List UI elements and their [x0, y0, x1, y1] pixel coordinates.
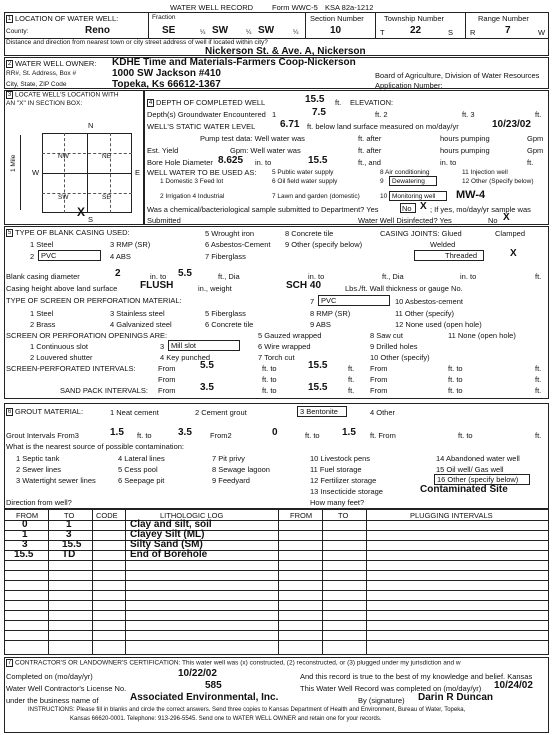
county-value: Reno [85, 25, 110, 36]
weight-value: SCH 40 [286, 280, 322, 291]
open-opt-8: 8 Saw cut [370, 331, 403, 340]
screen-opt-3: 3 Stainless steel [110, 309, 165, 318]
casing-threaded[interactable]: Threaded [414, 250, 484, 261]
use-opt-8: 8 Air conditioning [380, 169, 430, 176]
quarter-mark-2: ¼ [246, 29, 252, 36]
use-opt-10: 10 [380, 193, 388, 200]
perf-from-4: From [370, 375, 388, 384]
casing-opt-3: 3 RMP (SR) [110, 240, 151, 249]
grout-from-2: 0 [272, 427, 278, 438]
grout-ft-to-3: ft. to [458, 431, 473, 440]
open-opt-7: 7 Torch cut [258, 353, 295, 362]
casing-label: TYPE OF BLANK CASING USED: [15, 228, 130, 237]
screen-opt-8: 8 RMP (SR) [310, 309, 351, 318]
county-label: County: [6, 28, 29, 35]
section-value: 10 [330, 25, 342, 36]
perf-from-2: From [370, 364, 388, 373]
weight-lbs: Lbs./ft. Wall thickness or gauge No. [345, 284, 463, 293]
screen-opt-2: 2 Brass [30, 320, 56, 329]
casing-opt-8: 8 Concrete tile [285, 229, 334, 238]
source-12: 12 Fertilizer storage [310, 476, 377, 485]
use-label: WELL WATER TO BE USED AS: [147, 168, 257, 177]
casing-opt-1: 1 Steel [30, 240, 54, 249]
pump-label: Pump test data: Well water was [200, 134, 305, 143]
sand-ft-2: ft. [535, 386, 542, 395]
casing-opt-9: 9 Other (specify below) [285, 240, 363, 249]
screen-opt-5: 5 Fiberglass [205, 309, 246, 318]
distance-value: Nickerson St. & Ave. A, Nickerson [205, 46, 366, 57]
perf-ft-2: ft. [535, 364, 542, 373]
casing-clamped: Clamped [495, 229, 526, 238]
open-opt-9: 9 Drilled holes [370, 342, 418, 351]
north-label: N [88, 121, 94, 130]
sand-label: SAND PACK INTERVALS: [60, 386, 148, 395]
contamination-value: Contaminated Site [420, 484, 508, 495]
casing-opt-7: 7 Fiberglass [205, 252, 246, 261]
sand-from-1: From [158, 386, 176, 395]
fraction-label: Fraction [152, 14, 176, 21]
chem-label: Was a chemical/bacteriological sample submitted to Department? Yes [147, 205, 379, 214]
static-date: 10/23/02 [492, 119, 531, 130]
quadrant-ne: NE [102, 153, 112, 160]
form-title: WATER WELL RECORD [170, 3, 254, 12]
section-number-3: 3 [7, 92, 12, 98]
bore-in-to-2: in. to [440, 158, 457, 167]
fraction-2: SW [212, 25, 229, 36]
south-label: S [88, 215, 94, 224]
use-opt-11: 11 Injection well [462, 169, 508, 176]
use-opt-7: 7 Lawn and garden (domestic) [272, 193, 360, 200]
bore-in-to: in. to [255, 158, 272, 167]
casing-pvc[interactable]: PVC [38, 250, 101, 261]
feet-label: How many feet? [310, 498, 365, 507]
open-opt-3: 3 [160, 342, 165, 351]
grout-int-label: Grout Intervals From3 [6, 431, 79, 440]
source-8: 8 Sewage lagoon [212, 465, 270, 474]
application-label: Application Number: [375, 81, 443, 90]
screen-opt-10: 10 Asbestos-cement [395, 297, 463, 306]
instructions-2: Kansas 66620-0001. Telephone: 913-296-5545. Send one to WATER WELL OWNER and retain one for your records. [70, 716, 382, 722]
board-label: Board of Agriculture, Division of Water Resources [375, 71, 540, 80]
use-dewatering[interactable]: Dewatering [389, 176, 437, 186]
open-opt-4: 4 Key punched [160, 353, 211, 362]
log-header-lithology: LITHOLOGIC LOG [160, 511, 224, 520]
log-from: 0 [22, 519, 28, 530]
source-6: 6 Seepage pit [118, 476, 165, 485]
bore-diameter: 8.625 [218, 155, 244, 166]
yield-gpm: Gpm: Well water was [230, 146, 301, 155]
completed-date: 10/22/02 [178, 668, 217, 679]
screen-opt-6: 6 Concrete tile [205, 320, 254, 329]
screen-opt-4: 4 Galvanized steel [110, 320, 172, 329]
source-16-other[interactable]: 16 Other (specify below) [434, 474, 530, 485]
screen-opt-9: 9 ABS [310, 320, 331, 329]
chem-no[interactable]: No [400, 203, 416, 213]
signature-label: By (signature) [358, 696, 405, 705]
perf-ft-3: ft. [348, 375, 355, 384]
mile-label: 1 Mile [10, 154, 17, 172]
grout-opt-4: 4 Other [370, 408, 396, 417]
quarter-mark-3: ¼ [293, 29, 299, 36]
ksa-ref: KSA 82a-1212 [325, 3, 374, 12]
height-label: Casing height above land surface [6, 284, 118, 293]
gw-label-2: ft. 2 [375, 110, 388, 119]
grout-from-1: 1.5 [110, 427, 124, 438]
west-label: W [32, 168, 40, 177]
chem-tail: ; If yes, mo/day/yr sample was [430, 205, 531, 214]
grout-from2-label: From2 [210, 431, 232, 440]
completed-label: DEPTH OF COMPLETED WELL [156, 98, 266, 107]
completed-label: Completed on (mo/day/yr) [6, 672, 93, 681]
range-value: 7 [505, 25, 511, 36]
perf-to-value: 15.5 [308, 360, 328, 371]
diam-to: 5.5 [178, 268, 192, 279]
sand-ft-to-1: ft. to [262, 386, 277, 395]
screen-opt-7: 7 [310, 297, 315, 306]
log-header-code: CODE [96, 511, 118, 520]
yield-hours: hours pumping [440, 146, 490, 155]
pump-ft-after: ft. after [358, 134, 382, 143]
log-to: 1 [66, 519, 72, 530]
gw-value-1: 7.5 [312, 107, 326, 118]
quarter-mark-1: ¼ [200, 29, 206, 36]
true-text: And this record is true to the best of my knowledge and belief. Kansas [300, 672, 533, 681]
quadrant-sw: SW [58, 194, 69, 201]
township-suffix: S [448, 28, 454, 37]
use-opt-6: 6 Oil field water supply [272, 178, 338, 185]
business-value: Associated Environmental, Inc. [130, 692, 279, 703]
sand-ft-to-2: ft. to [448, 386, 463, 395]
casing-threaded-mark: X [510, 248, 517, 259]
use-opt-2-4: 2 Irrigation 4 Industrial [160, 193, 225, 200]
city-value: Topeka, Ks 66612-1367 [112, 79, 221, 90]
log-from: 3 [22, 539, 28, 550]
source-10: 10 Livestock pens [310, 454, 371, 463]
source-9: 9 Feedyard [212, 476, 250, 485]
casing-opt-4: 4 ABS [110, 252, 131, 261]
source-13: 13 Insecticide storage [310, 487, 383, 496]
diam-ft-dia-2: ft., Dia [382, 272, 404, 281]
section-number-1: 1 [7, 16, 12, 23]
casing-opt-6: 6 Asbestos-Cement [205, 240, 271, 249]
diam-in-to: in. to [150, 272, 167, 281]
address-value: 1000 SW Jackson #410 [112, 68, 221, 79]
perf-label: SCREEN-PERFORATED INTERVALS: [6, 364, 136, 373]
perf-ft-4: ft. [535, 375, 542, 384]
direction-label: Direction from well? [6, 498, 72, 507]
source-15: 15 Oil well/ Gas well [436, 465, 504, 474]
chem-no-mark: X [420, 201, 427, 212]
grout-bentonite[interactable]: 3 Bentonite [297, 406, 347, 417]
use-opt-12: 12 Other (Specify below) [462, 178, 534, 185]
log-from: 15.5 [14, 549, 34, 560]
bore-label: Bore Hole Diameter [147, 158, 213, 167]
quadrant-se: SE [102, 194, 111, 201]
source-14: 14 Abandoned water well [436, 454, 520, 463]
perf-ft-1: ft. [348, 364, 355, 373]
bore-ft-and: ft., and [358, 158, 381, 167]
grout-opt-2: 2 Cement grout [195, 408, 247, 417]
perf-from-value: 5.5 [200, 360, 214, 371]
log-lithology: End of Borehole [130, 549, 208, 560]
open-opt-2: 2 Louvered shutter [30, 353, 93, 362]
sand-ft-1: ft. [348, 386, 355, 395]
bore-ft-2: ft. [527, 158, 534, 167]
open-mill-slot[interactable]: Mill slot [168, 340, 240, 351]
perf-ft-to-3: ft. to [262, 375, 277, 384]
diam-in-to-3: in. to [460, 272, 477, 281]
perf-from-1: From [158, 364, 176, 373]
openings-label: SCREEN OR PERFORATION OPENINGS ARE: [6, 331, 168, 340]
locate-label-2: AN "X" IN SECTION BOX: [6, 100, 83, 107]
perf-ft-to-4: ft. to [448, 375, 463, 384]
open-opt-5: 5 Gauzed wrapped [258, 331, 322, 340]
use-opt-5: 5 Public water supply [272, 169, 334, 176]
use-opt-1-3: 1 Domestic 3 Feed lot [160, 178, 224, 185]
location-label: LOCATION OF WATER WELL: [15, 14, 119, 23]
diam-ft-3: ft. [535, 272, 542, 281]
township-prefix: T [380, 28, 385, 37]
log-to: 3 [66, 529, 72, 540]
well-location-mark: X [77, 205, 86, 219]
screen-label: TYPE OF SCREEN OR PERFORATION MATERIAL: [6, 296, 182, 305]
section-number-6: 6 [7, 409, 12, 416]
perf-ft-to-2: ft. to [448, 364, 463, 373]
yield-label: Est. Yield [147, 146, 179, 155]
source-5: 5 Cess pool [118, 465, 158, 474]
grout-ft-to-2: ft. to [305, 431, 320, 440]
record-label: This Water Well Record was completed on (mo/day/yr) [300, 684, 482, 693]
log-header-to: TO [64, 511, 75, 520]
screen-opt-1: 1 Steel [30, 309, 54, 318]
groundwater-label: Depth(s) Groundwater Encountered [147, 110, 266, 119]
open-opt-11: 11 None (open hole) [448, 331, 516, 340]
source-2: 2 Sewer lines [16, 465, 62, 474]
disinfected-label: Water Well Disinfected? Yes [358, 216, 452, 225]
casing-opt-5: 5 Wrought iron [205, 229, 255, 238]
yield-gpm-end: Gpm [527, 146, 544, 155]
township-label: Township Number [384, 14, 445, 23]
quadrant-nw: NW [58, 153, 69, 160]
section-number-5: 5 [7, 230, 12, 237]
screen-pvc[interactable]: PVC [318, 295, 390, 306]
use-monitoring-well[interactable]: Monitoring well [389, 191, 447, 201]
yield-ft-after: ft. after [358, 146, 382, 155]
log-header-plug-to: TO [338, 511, 349, 520]
city-label: City, State, ZIP Code [6, 81, 67, 88]
perf-from-3: From [158, 375, 176, 384]
section-label: Section Number [310, 14, 364, 23]
section-number-2: 2 [7, 61, 12, 68]
grout-ft-end: ft. [535, 431, 542, 440]
owner-name: KDHE Time and Materials-Farmers Coop-Nickerson [112, 57, 356, 68]
source-label: What is the nearest source of possible contamination: [6, 442, 185, 451]
diam-in-to-2: in. to [308, 272, 325, 281]
fraction-1: SE [162, 25, 176, 36]
range-label: Range Number [478, 14, 529, 23]
signature-value: Darin R Duncan [418, 692, 494, 703]
grout-ft-to-1: ft. to [137, 431, 152, 440]
static-tail: ft. below land surface measured on mo/day/yr [307, 122, 459, 131]
gw-number-1: 1 [272, 110, 277, 119]
height-weight: in., weight [198, 284, 232, 293]
log-header-from: FROM [16, 511, 39, 520]
log-from: 1 [22, 529, 28, 540]
static-label: WELL'S STATIC WATER LEVEL [147, 122, 256, 131]
sand-from-value: 3.5 [200, 382, 214, 393]
gw-label-3: ft. 3 [462, 110, 475, 119]
business-label: under the business name of [6, 696, 99, 705]
disinfected-mark: X [503, 212, 510, 223]
screen-opt-12: 12 None used (open hole) [395, 320, 482, 329]
use-other-value: MW-4 [456, 189, 486, 201]
log-header-plugging: PLUGGING INTERVALS [410, 511, 493, 520]
record-date: 10/24/02 [494, 680, 533, 691]
use-opt-9: 9 [380, 178, 384, 185]
grout-opt-1: 1 Neat cement [110, 408, 159, 417]
section-number-7: 7 [7, 660, 12, 666]
grout-to-1: 3.5 [178, 427, 192, 438]
license-label: Water Well Contractor's License No. [6, 684, 127, 693]
open-opt-10: 10 Other (specify) [370, 353, 430, 362]
range-suffix: W [538, 28, 546, 37]
grout-label: GROUT MATERIAL: [15, 407, 84, 416]
completed-depth: 15.5 [305, 94, 325, 105]
east-label: E [135, 168, 141, 177]
owner-label: WATER WELL OWNER: [15, 59, 97, 68]
bore-depth: 15.5 [308, 155, 328, 166]
gw-end-unit: ft. [535, 110, 542, 119]
fraction-3: SW [258, 25, 275, 36]
log-lithology: Clayey Silt (ML) [130, 529, 205, 540]
screen-opt-11: 11 Other (specify) [395, 309, 455, 318]
log-to: TD [62, 549, 76, 560]
casing-welded: Welded [430, 240, 456, 249]
grout-ft-from: ft. From [370, 431, 396, 440]
source-3: 3 Watertight sewer lines [16, 476, 96, 485]
pump-gpm: Gpm [527, 134, 544, 143]
address-label: RR#, St. Address, Box # [6, 70, 77, 77]
completed-unit: ft. [335, 98, 342, 107]
township-value: 22 [410, 25, 422, 36]
submitted-label: Submitted [147, 216, 181, 225]
sand-to-value: 15.5 [308, 382, 328, 393]
cert-text: CONTRACTOR'S OR LANDOWNER'S CERTIFICATION: This water well was (x) constructed, (2) reconstructed, or (3) plugged under my jurisdiction and w [15, 659, 461, 667]
log-lithology: Clay and silt, soil [130, 519, 212, 530]
source-4: 4 Lateral lines [118, 454, 165, 463]
distance-label: Distance and direction from nearest town or city street address of well if located within city? [6, 39, 268, 46]
grout-to-2: 1.5 [342, 427, 356, 438]
diam-value: 2 [115, 268, 121, 279]
log-lithology: Silty Sand (SM) [130, 539, 203, 550]
log-header-plug-from: FROM [290, 511, 313, 520]
perf-ft-to-1: ft. to [262, 364, 277, 373]
casing-joints: CASING JOINTS: Glued [380, 229, 462, 238]
sand-from-2: From [370, 386, 388, 395]
elevation-label: ELEVATION: [350, 98, 394, 107]
source-1: 1 Septic tank [16, 454, 60, 463]
diam-ft-dia: ft., Dia [218, 272, 240, 281]
open-opt-6: 6 Wire wrapped [258, 342, 311, 351]
source-7: 7 Pit privy [212, 454, 245, 463]
section-number-4: 4 [148, 100, 153, 107]
height-value: FLUSH [140, 280, 174, 291]
pump-hours: hours pumping [440, 134, 490, 143]
source-11: 11 Fuel storage [310, 465, 362, 474]
disinfected-no: No [488, 216, 498, 225]
instructions-1: INSTRUCTIONS: Please fill in blanks and circle the correct answers. Send three copies to Kansas Department of Health and Environment, Bureau of Water, Topeka, [28, 707, 466, 713]
static-value: 6.71 [280, 119, 300, 130]
open-opt-1: 1 Continuous slot [30, 342, 88, 351]
diam-label: Blank casing diameter [6, 272, 80, 281]
range-prefix: R [470, 28, 476, 37]
license-value: 585 [205, 680, 222, 691]
log-to: 15.5 [62, 539, 82, 550]
form-number: Form WWC-5 [272, 3, 318, 12]
locate-label-1: LOCATE WELL'S LOCATION WITH [15, 91, 119, 99]
